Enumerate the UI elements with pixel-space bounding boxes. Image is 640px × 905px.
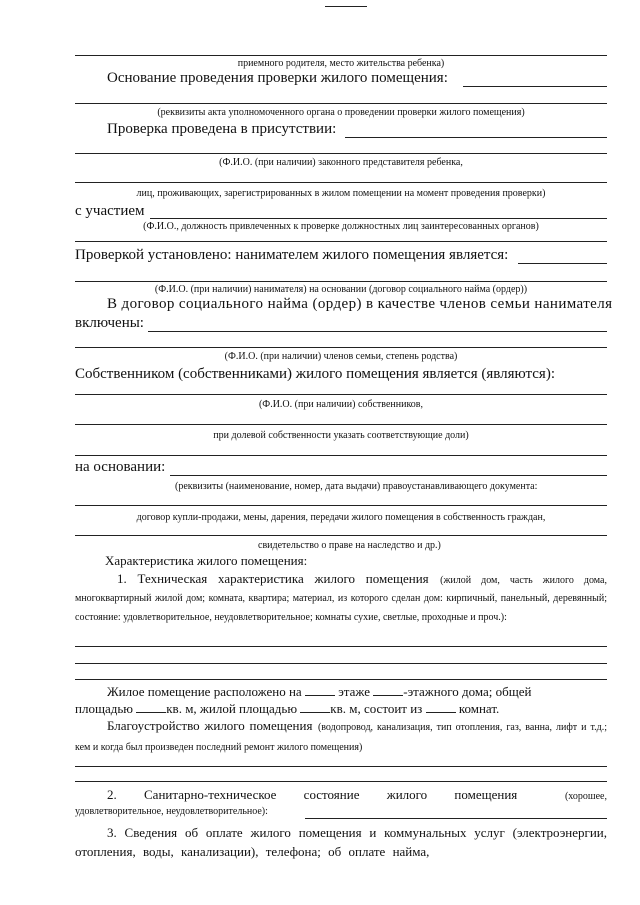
- field-line[interactable]: [75, 505, 607, 506]
- paragraph-main: 3. Сведения об оплате жилого помещения и коммунальных услуг (электроэнергии, отопления, воды, канализации), телефона; об оплате найма,: [75, 825, 607, 859]
- field-line[interactable]: [75, 781, 607, 782]
- field-line[interactable]: [75, 182, 607, 183]
- text: кв. м, состоит из: [330, 701, 423, 716]
- sanitary-line-1: [107, 787, 607, 803]
- section-heading: Характеристика жилого помещения:: [105, 553, 308, 568]
- field-label: Проверка проведена в присутствии:: [107, 121, 337, 137]
- field-label: включены:: [75, 315, 144, 331]
- field-hint: (реквизиты (наименование, номер, дата выдачи) правоустанавливающего документа:: [175, 481, 538, 492]
- field-line[interactable]: [75, 394, 607, 395]
- text: кв. м, жилой площадью: [166, 701, 298, 716]
- rooms-field[interactable]: [426, 700, 456, 713]
- field-hint: договор купли-продажи, мены, дарения, передачи жилого помещения в собственность граждан,: [136, 512, 546, 523]
- field-line[interactable]: [75, 103, 607, 104]
- field-label: на основании:: [75, 459, 166, 475]
- field-label: Собственником (собственниками) жилого помещения является (являются):: [75, 366, 555, 382]
- amenities-paragraph: [75, 717, 607, 757]
- floor-field[interactable]: [305, 683, 335, 696]
- field-hint: (Ф.И.О. (при наличии) членов семьи, степень родства): [224, 351, 458, 362]
- field-hint: лиц, проживающих, зарегистрированных в жилом помещении на момент проведения проверки): [136, 188, 546, 199]
- living-space-line-2: [75, 700, 499, 717]
- paragraph-main: Благоустройство жилого помещения: [107, 718, 313, 733]
- field-line[interactable]: [75, 281, 607, 282]
- field-line[interactable]: [75, 679, 607, 680]
- field-line[interactable]: [75, 455, 607, 456]
- field-label: Проверкой установлено: нанимателем жилого помещения является:: [75, 247, 509, 263]
- page-top-mark: [325, 6, 367, 7]
- field-line[interactable]: [305, 818, 607, 819]
- field-hint: (реквизиты акта уполномоченного органа о проведении проверки жилого помещения): [157, 107, 525, 118]
- field-hint: при долевой собственности указать соответствующие доли): [213, 430, 469, 441]
- field-line[interactable]: [75, 424, 607, 425]
- field-hint: (Ф.И.О. (при наличии) законного представителя ребенка,: [219, 157, 463, 168]
- text: -этажного дома; общей: [403, 684, 532, 699]
- field-line[interactable]: [345, 137, 607, 138]
- floors-total-field[interactable]: [373, 683, 403, 696]
- paragraph-note: (жилой дом, часть жилого дома,: [440, 575, 607, 586]
- field-line[interactable]: [75, 347, 607, 348]
- field-line[interactable]: [75, 241, 607, 242]
- field-line[interactable]: [75, 766, 607, 767]
- paragraph-text: В договор социального найма (ордер) в качестве членов семьи нанимателя: [107, 296, 613, 312]
- living-area-field[interactable]: [300, 700, 330, 713]
- field-hint: (Ф.И.О. (при наличии) нанимателя) на основании (договор социального найма (ордер)): [154, 284, 528, 295]
- field-label: с участием: [75, 203, 145, 219]
- field-line[interactable]: [75, 535, 607, 536]
- field-line[interactable]: [148, 331, 607, 332]
- living-space-line-1: [107, 683, 531, 700]
- paragraph-main: 2. Санитарно-техническое состояние жилого помещения: [107, 787, 518, 802]
- paragraph-main: 1. Техническая характеристика жилого помещения: [117, 571, 429, 586]
- field-hint: (Ф.И.О. (при наличии) собственников,: [258, 399, 424, 410]
- text: этаже: [338, 684, 370, 699]
- field-hint: (Ф.И.О., должность привлеченных к проверке должностных лиц заинтересованных органов): [143, 221, 539, 232]
- field-hint: приемного родителя, место жительства ребенка): [237, 58, 445, 69]
- tech-characteristic-paragraph: [75, 570, 607, 625]
- text: Жилое помещение расположено на: [107, 684, 302, 699]
- field-line[interactable]: [170, 475, 607, 476]
- payment-paragraph: [75, 823, 607, 861]
- paragraph-note: (хорошее,: [564, 791, 607, 802]
- field-line[interactable]: [75, 646, 607, 647]
- paragraph-note: многоквартирный жилой дом; комната, квартира; материал, из которого сделан дом: кирпичный, панельный, деревянный; состояние: удовлетворительное, неудовлетворительное; комнаты сухие, светлые, проходные и проч.):: [75, 593, 607, 623]
- paragraph-note: (водопровод, канализация, тип отопления, газ, ванна, лифт и т.д.; кем и когда был произведен последний ремонт жилого помещения): [75, 722, 607, 753]
- field-line[interactable]: [518, 263, 607, 264]
- text: комнат.: [458, 701, 500, 716]
- total-area-field[interactable]: [136, 700, 166, 713]
- field-label: Основание проведения проверки жилого помещения:: [107, 70, 448, 86]
- field-line[interactable]: [75, 153, 607, 154]
- field-line[interactable]: [75, 55, 607, 56]
- text: площадью: [75, 701, 133, 716]
- field-hint: свидетельство о праве на наследство и др.): [258, 540, 441, 551]
- paragraph-note: удовлетворительное, неудовлетворительное):: [75, 806, 268, 817]
- field-line[interactable]: [150, 218, 607, 219]
- field-line[interactable]: [463, 86, 607, 87]
- field-line[interactable]: [75, 663, 607, 664]
